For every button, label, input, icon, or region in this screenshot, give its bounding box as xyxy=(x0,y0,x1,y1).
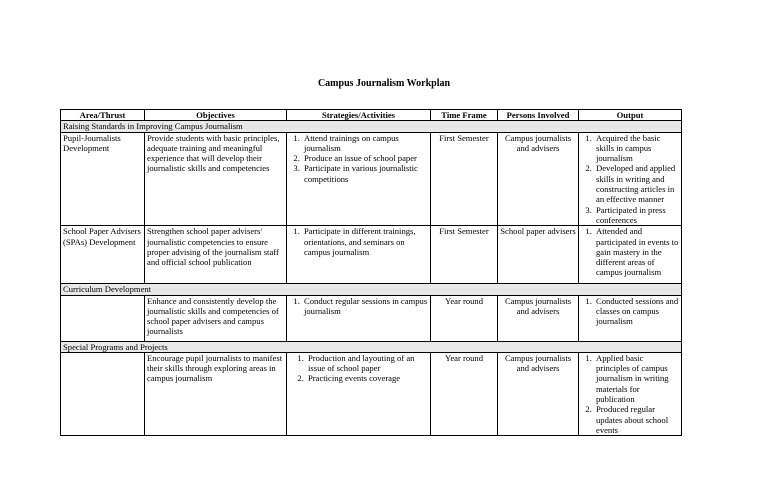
page-title: Campus Journalism Workplan xyxy=(317,78,451,89)
table-row xyxy=(61,352,682,435)
output-item: 2. Produced regular updates about school events xyxy=(594,404,679,435)
strategy-item: 1. Production and layouting of an issue of school paper xyxy=(306,353,428,374)
output-item: 2. Developed and applied skills in writing and constructing articles in an effective manner xyxy=(594,163,679,204)
header-strategies: Strategies/Activities xyxy=(287,110,431,121)
output-cell xyxy=(579,226,682,284)
header-output: Output xyxy=(579,110,682,121)
output-item: 1. Attended and participated in events to gain mastery in the different areas of campus journalism xyxy=(594,226,679,277)
strategies-cell xyxy=(287,226,431,284)
output-item: 1. Acquired the basic skills in campus journalism xyxy=(594,133,679,164)
header-time-frame: Time Frame xyxy=(431,110,498,121)
output-cell xyxy=(579,132,682,226)
strategy-item: 2. Practicing events coverage xyxy=(306,373,428,383)
strategies-cell xyxy=(287,132,431,226)
table-row xyxy=(61,295,682,341)
output-item: 3. Participated in press conferences xyxy=(594,205,679,226)
output-cell xyxy=(579,295,682,341)
persons-cell: Campus journalists and advisers xyxy=(498,352,579,435)
strategy-item: 1. Participate in different trainings, orientations, and seminars on campus journalism xyxy=(302,226,428,257)
workplan-table xyxy=(60,109,682,436)
section-row xyxy=(61,121,682,132)
persons-cell: Campus journalists and advisers xyxy=(498,132,579,226)
area-cell: Pupil-Journalists Development xyxy=(61,132,145,226)
header-area: Area/Thrust xyxy=(61,110,145,121)
time-frame-cell: Year round xyxy=(431,352,498,435)
persons-cell: Campus journalists and advisers xyxy=(498,295,579,341)
strategy-item: 1. Attend trainings on campus journalism xyxy=(302,133,428,154)
section-row xyxy=(61,284,682,295)
section-label: Curriculum Development xyxy=(61,284,682,295)
section-label: Special Programs and Projects xyxy=(61,341,682,352)
strategy-item: 2. Produce an issue of school paper xyxy=(302,153,428,163)
time-frame-cell: First Semester xyxy=(431,132,498,226)
objective-cell: Enhance and consistently develop the journalistic skills and competencies of school paper advisers and campus journalists xyxy=(145,295,287,341)
area-cell xyxy=(61,352,145,435)
output-item: 1. Applied basic principles of campus journalism in writing materials for publication xyxy=(594,353,679,404)
strategies-cell xyxy=(287,352,431,435)
objective-cell: Encourage pupil journalists to manifest their skills through exploring areas in campus journalism xyxy=(145,352,287,435)
strategy-item: 1. Conduct regular sessions in campus journalism xyxy=(302,296,428,317)
time-frame-cell: First Semester xyxy=(431,226,498,284)
header-objectives: Objectives xyxy=(145,110,287,121)
table-row xyxy=(61,132,682,226)
output-item: 1. Conducted sessions and classes on campus journalism xyxy=(594,296,679,327)
header-persons: Persons Involved xyxy=(498,110,579,121)
strategies-cell xyxy=(287,295,431,341)
persons-cell: School paper advisers xyxy=(498,226,579,284)
section-label: Raising Standards in Improving Campus Journalism xyxy=(61,121,682,132)
area-cell xyxy=(61,295,145,341)
header-row xyxy=(61,110,682,121)
time-frame-cell: Year round xyxy=(431,295,498,341)
area-cell: School Paper Advisers (SPAs) Development xyxy=(61,226,145,284)
strategy-item: 3. Participate in various journalistic competitions xyxy=(302,163,428,184)
objective-cell: Provide students with basic principles, adequate training and meaningful experience that will develop their journalistic skills and competencies xyxy=(145,132,287,226)
section-row xyxy=(61,341,682,352)
table-row xyxy=(61,226,682,284)
objective-cell: Strengthen school paper advisers' journalistic competencies to ensure proper advising of the journalism staff and official school publication xyxy=(145,226,287,284)
output-cell xyxy=(579,352,682,435)
